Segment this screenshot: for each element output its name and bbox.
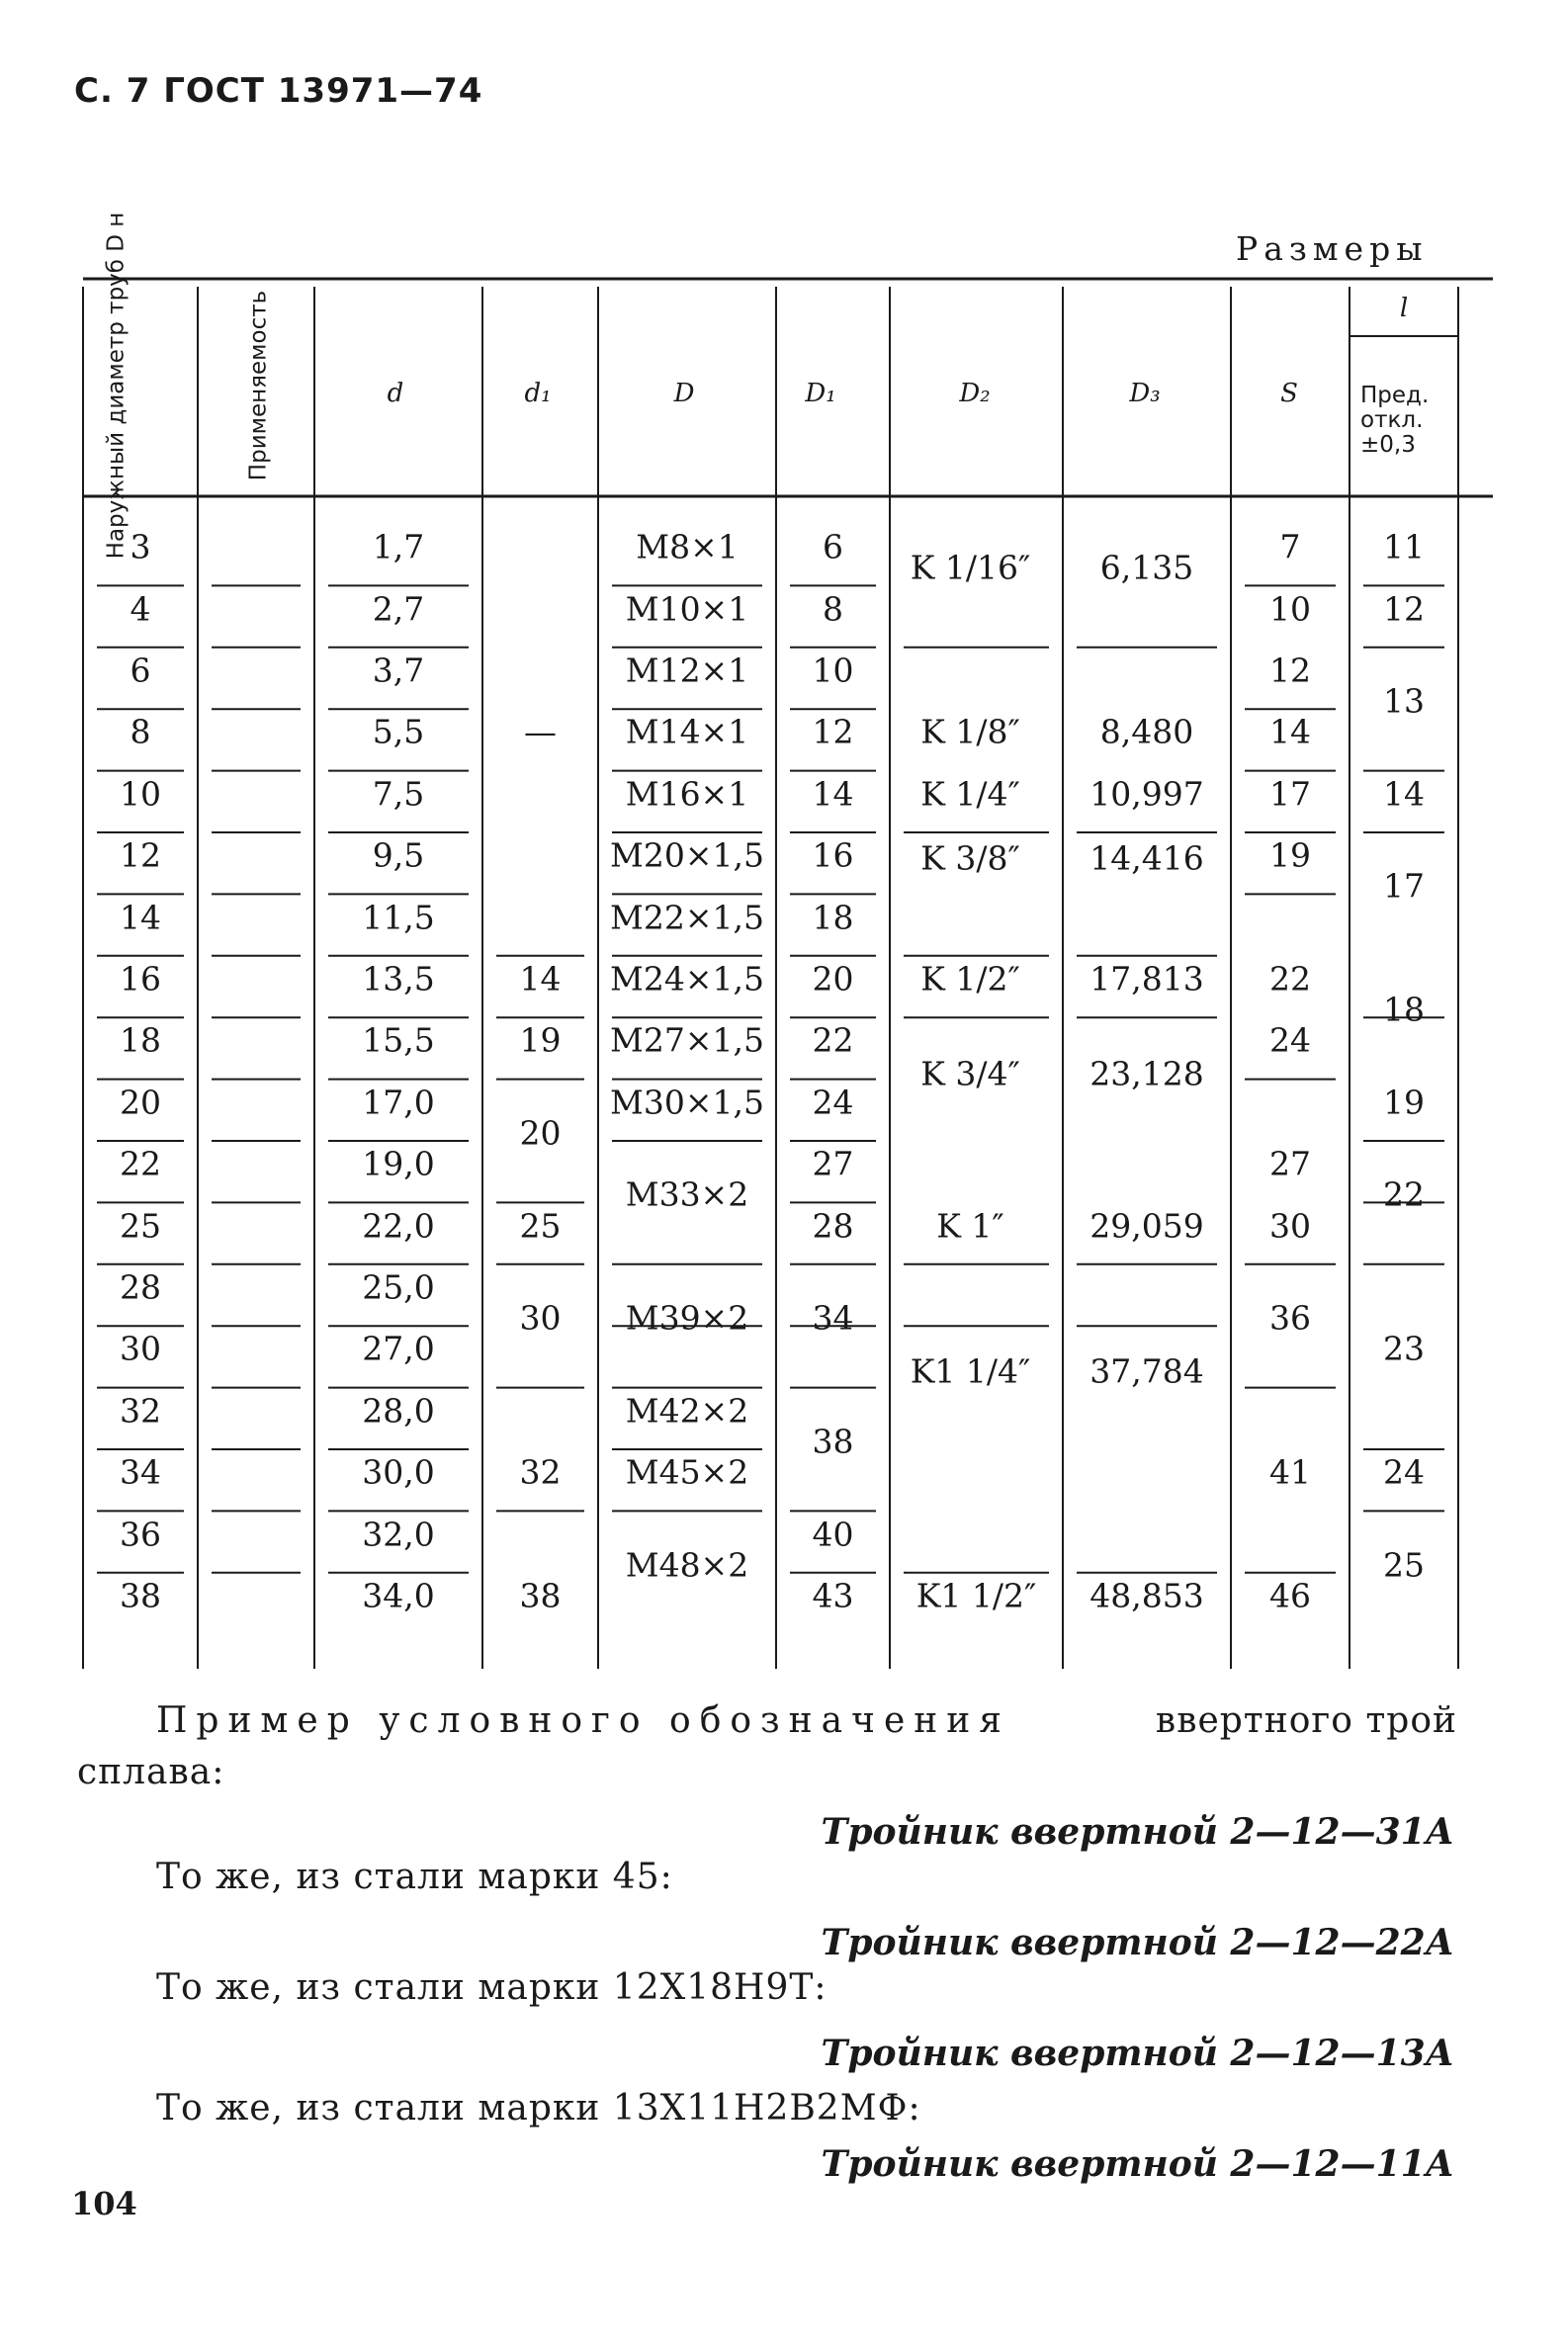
header-d1: d₁ [524,379,552,408]
table-cell-dn: 32 [120,1391,161,1431]
table-cell-d: 1,7 [372,527,425,566]
table-cell-d: 25,0 [362,1267,435,1307]
table-cell-d1-merged: 38 [812,1422,854,1461]
table-cell-d3: 48,853 [1089,1576,1204,1615]
table-cell-s: 30 [1269,1206,1311,1246]
page-header: С. 7 ГОСТ 13971—74 [74,71,483,111]
table-cell-dn: 10 [120,774,161,814]
table-cell-d: 19,0 [362,1144,435,1183]
table-cell-d3-merged: 23,128 [1089,1054,1204,1093]
table-cell-s: 46 [1269,1576,1311,1615]
table-cell-d1: 19 [519,1020,562,1060]
paragraph-steel-45: То же, из стали марки 45: [156,1857,673,1897]
table-cell-dn: 8 [130,712,151,751]
table-cell-d: M20×1,5 [610,835,764,875]
table-cell-d1-merged: 30 [519,1298,562,1338]
table-cell-dn: 18 [120,1020,161,1060]
table-cell-d: 32,0 [362,1515,435,1554]
table-cell-d3-merged: 14,416 [1089,838,1204,878]
table-cell-d: 34,0 [362,1576,435,1615]
table-cell-d2-merged: K 1/2″ [920,959,1020,999]
table-cell-d: 3,7 [372,651,425,690]
intro-line-2: сплава: [77,1752,225,1792]
table-cell-l: 14 [1383,774,1425,814]
table-cell-d1: 22 [812,1020,854,1060]
table-cell-s-merged: 27 [1269,1144,1311,1183]
table-cell-dn: 25 [120,1206,161,1246]
table-cell-dn: 38 [120,1576,161,1615]
table-cell-d1: 18 [812,898,854,937]
table-cell-s: 17 [1269,774,1311,814]
example-4: Тройник ввертной 2—12—11А [821,2143,1454,2185]
table-cell-d2-merged: K 1″ [936,1206,1004,1246]
table-cell-s: 7 [1279,527,1301,566]
table-cell-d1: 6 [823,527,843,566]
header-d: d [387,379,404,408]
intro-line-1 [156,1700,1457,1741]
table-cell-d: M8×1 [636,527,739,566]
table-cell-d1: 10 [812,651,854,690]
header-D3: D₃ [1129,379,1161,408]
page-number: 104 [71,2185,137,2222]
header-l: l [1399,294,1409,323]
header-S: S [1280,379,1298,408]
table-cell-d2-merged: K1 1/4″ [910,1351,1031,1391]
table-cell-d1: 24 [812,1083,854,1122]
table-cell-d: 17,0 [362,1083,435,1122]
table-cell-l-merged: 13 [1383,681,1425,721]
table-cell-dn: 3 [130,527,151,566]
table-cell-d: M14×1 [625,712,749,751]
table-cell-d: 7,5 [372,774,425,814]
table-cell-d2-merged: K 3/4″ [920,1054,1020,1093]
table-cell-l-merged: 17 [1383,866,1425,906]
units-label: Размеры [1236,229,1429,268]
table-cell-d1: 14 [812,774,854,814]
table-cell-s: 12 [1269,651,1311,690]
table-cell-dn: 28 [120,1267,161,1307]
table-cell-dn: 20 [120,1083,161,1122]
table-cell-l-merged: 18 [1383,990,1425,1029]
table-cell-d3-merged: 17,813 [1089,959,1204,999]
table-cell-d2-merged: K 1/4″ [920,774,1020,814]
table-cell-dn: 22 [120,1144,161,1183]
table-cell-d: 15,5 [362,1020,435,1060]
paragraph-steel-12x18: То же, из стали марки 12Х18Н9Т: [156,1967,828,2008]
table-cell-d-merged: M33×2 [625,1174,749,1214]
table-cell-s: 24 [1269,1020,1311,1060]
table-cell-d: 11,5 [362,898,435,937]
table-cell-d: M45×2 [625,1452,749,1492]
table-cell-s: 10 [1269,589,1311,629]
table-cell-dn: 4 [130,589,151,629]
table-cell-d: 9,5 [372,835,425,875]
table-cell-d3-merged: 8,480 [1099,712,1194,751]
header-D2: D₂ [959,379,991,408]
table-cell-d-merged: M48×2 [625,1545,749,1585]
table-cell-d: M24×1,5 [610,959,764,999]
table-cell-d: M22×1,5 [610,898,764,937]
table-cell-d3-merged: 10,997 [1089,774,1204,814]
table-cell-d3-merged: 6,135 [1099,548,1194,587]
table-cell-dn: 14 [120,898,161,937]
table-cell-d1: 27 [812,1144,854,1183]
intro-spaced: Пример условного обозначения [156,1700,1010,1741]
table-cell-d1: 12 [812,712,854,751]
table-cell-l-merged: 25 [1383,1545,1425,1585]
table-cell-dn: 16 [120,959,161,999]
table-cell-d1: 28 [812,1206,854,1246]
table-cell-dn: 12 [120,835,161,875]
table-cell-d: 28,0 [362,1391,435,1431]
table-cell-s-merged: 36 [1269,1298,1311,1338]
table-cell-d: 2,7 [372,589,425,629]
table-cell-l-merged: 22 [1383,1174,1425,1214]
table-cell-dn: 36 [120,1515,161,1554]
table-cell-d: M27×1,5 [610,1020,764,1060]
table-cell-d1: 25 [519,1206,562,1246]
table-cell-d-merged: M39×2 [625,1298,749,1338]
table-cell-l-merged: 19 [1383,1083,1425,1122]
table-cell-d: 30,0 [362,1452,435,1492]
table-cell-d1: 38 [519,1576,562,1615]
example-2: Тройник ввертной 2—12—22А [821,1922,1454,1963]
table-cell-d1: 20 [812,959,854,999]
table-cell-s-merged: 41 [1269,1452,1311,1492]
header-D: D [673,379,695,408]
table-cell-dn: 34 [120,1452,161,1492]
table-cell-d2-merged: K 1/16″ [910,548,1031,587]
table-cell-d1-merged: 32 [519,1452,562,1492]
table-cell-d: 5,5 [372,712,425,751]
table-cell-d2-merged: K 1/8″ [920,712,1020,751]
table-cell-d: 13,5 [362,959,435,999]
table-cell-d3-merged: 29,059 [1089,1206,1204,1246]
intro-rest: ввертного трой [1155,1700,1457,1741]
table-cell-d1: 16 [812,835,854,875]
header-outer-diameter: Наружный диаметр труб D н [103,212,130,560]
paragraph-steel-13x11: То же, из стали марки 13Х11Н2В2МФ: [156,2088,921,2128]
table-cell-l-merged: 23 [1383,1329,1425,1368]
example-3: Тройник ввертной 2—12—13А [821,2033,1454,2074]
table-cell-dn: 30 [120,1329,161,1368]
table-cell-d: M16×1 [625,774,749,814]
table-cell-d1-merged: 34 [812,1298,854,1338]
table-cell-d1: 8 [823,589,843,629]
header-D1: D₁ [805,379,836,408]
header-applicability: Применяемость [245,290,272,481]
table-cell-d2: K1 1/2″ [915,1576,1037,1615]
table-cell-l: 24 [1383,1452,1425,1492]
table-cell-d3-merged: 37,784 [1089,1351,1204,1391]
table-cell-d: M10×1 [625,589,749,629]
table-cell-s: 19 [1269,835,1311,875]
table-cell-d: 22,0 [362,1206,435,1246]
header-l-tolerance: Пред. откл. ±0,3 [1360,383,1430,458]
table-cell-d1: 14 [519,959,562,999]
table-cell-d1-merged: 20 [519,1113,562,1153]
table-cell-d2-merged: K 3/8″ [920,838,1020,878]
table-cell-dn: 6 [130,651,151,690]
table-cell-l: 11 [1383,527,1425,566]
table-cell-l: 12 [1383,589,1425,629]
table-cell-d1: 40 [812,1515,854,1554]
table-cell-d1-merged: — [524,712,557,751]
table-cell-s-merged: 22 [1269,959,1311,999]
table-cell-d: 27,0 [362,1329,435,1368]
table-cell-d: M42×2 [625,1391,749,1431]
table-cell-d: M30×1,5 [610,1083,764,1122]
table-cell-s: 14 [1269,712,1311,751]
example-1: Тройник ввертной 2—12—31А [821,1811,1454,1853]
table-cell-d1: 43 [812,1576,854,1615]
table-cell-d: M12×1 [625,651,749,690]
